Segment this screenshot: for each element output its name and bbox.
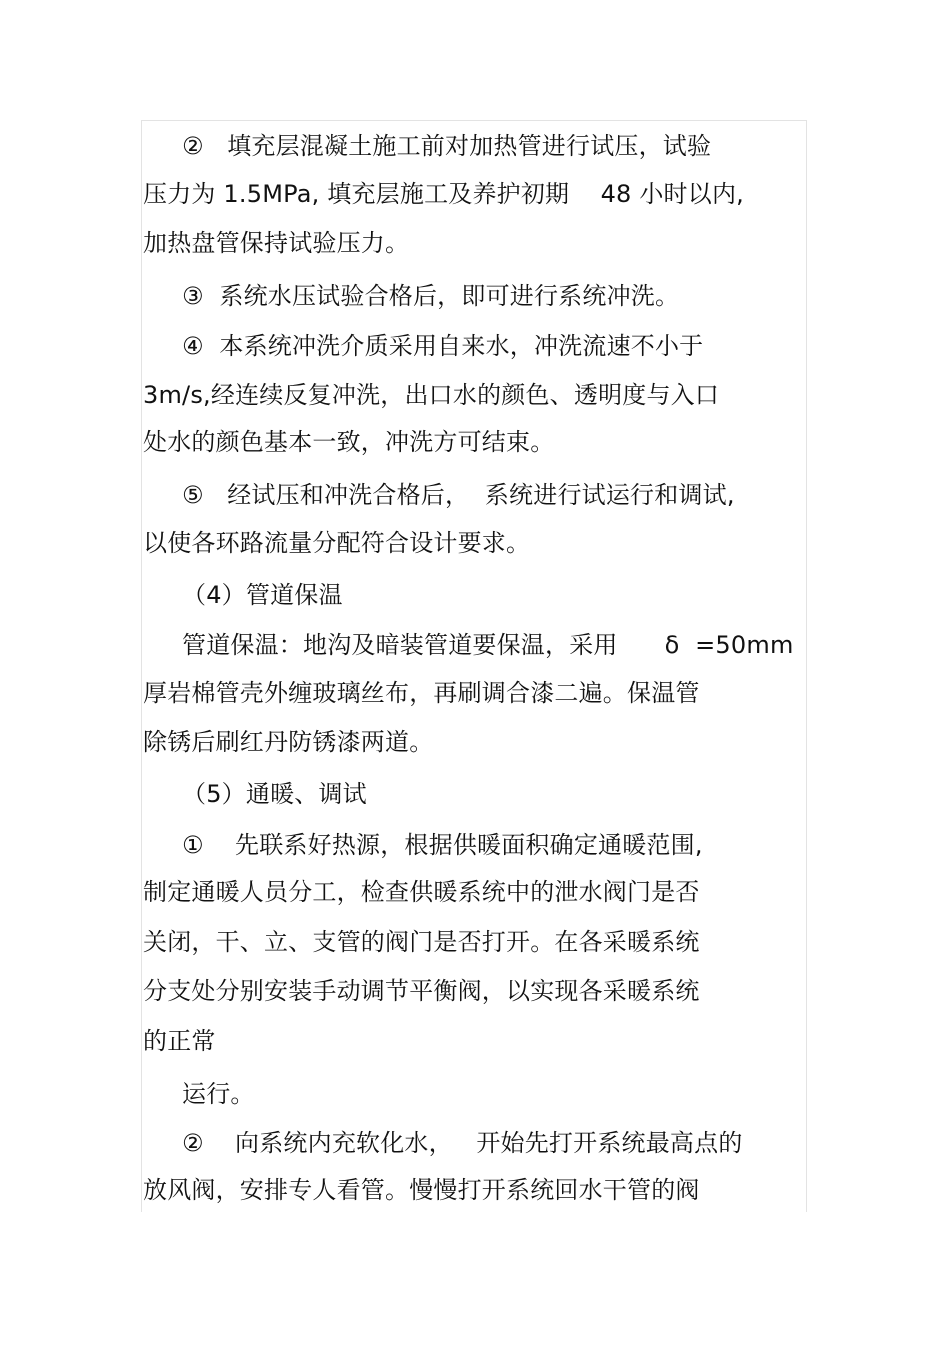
text-line: ② 向系统内充软化水， 开始先打开系统最高点的 <box>182 1129 743 1157</box>
text-line: 除锈后刷红丹防锈漆两道。 <box>143 728 434 756</box>
text-line: 3m/s,经连续反复冲洗，出口水的颜色、透明度与入口 <box>143 381 720 409</box>
text-line: 处水的颜色基本一致，冲洗方可结束。 <box>143 428 555 456</box>
text-line: ④ 本系统冲洗介质采用自来水，冲洗流速不小于 <box>182 332 704 360</box>
text-line: 的正常 <box>143 1027 216 1055</box>
text-line: ② 填充层混凝土施工前对加热管进行试压，试验 <box>182 132 712 160</box>
text-line: ① 先联系好热源，根据供暖面积确定通暖范围, <box>182 831 703 859</box>
section-heading: （4）管道保温 <box>182 581 343 609</box>
text-line: ⑤ 经试压和冲洗合格后， 系统进行试运行和调试, <box>182 481 735 509</box>
text-line: 厚岩棉管壳外缠玻璃丝布，再刷调合漆二遍。保温管 <box>143 679 700 707</box>
text-line: 分支处分别安装手动调节平衡阀，以实现各采暖系统 <box>143 977 700 1005</box>
text-line: 放风阀，安排专人看管。慢慢打开系统回水干管的阀 <box>143 1176 700 1204</box>
text-line: ③ 系统水压试验合格后，即可进行系统冲洗。 <box>182 282 680 310</box>
text-line: 加热盘管保持试验压力。 <box>143 229 410 257</box>
text-line: 运行。 <box>182 1080 255 1108</box>
text-line: 以使各环路流量分配符合设计要求。 <box>143 529 531 557</box>
text-line: 制定通暖人员分工，检查供暖系统中的泄水阀门是否 <box>143 878 700 906</box>
text-line: 关闭，干、立、支管的阀门是否打开。在各采暖系统 <box>143 928 700 956</box>
text-line: 压力为 1.5MPa, 填充层施工及养护初期 48 小时以内, <box>143 180 744 208</box>
section-heading: （5）通暖、调试 <box>182 780 367 808</box>
text-line: 管道保温：地沟及暗装管道要保温，采用 δ =50mm <box>182 631 794 659</box>
